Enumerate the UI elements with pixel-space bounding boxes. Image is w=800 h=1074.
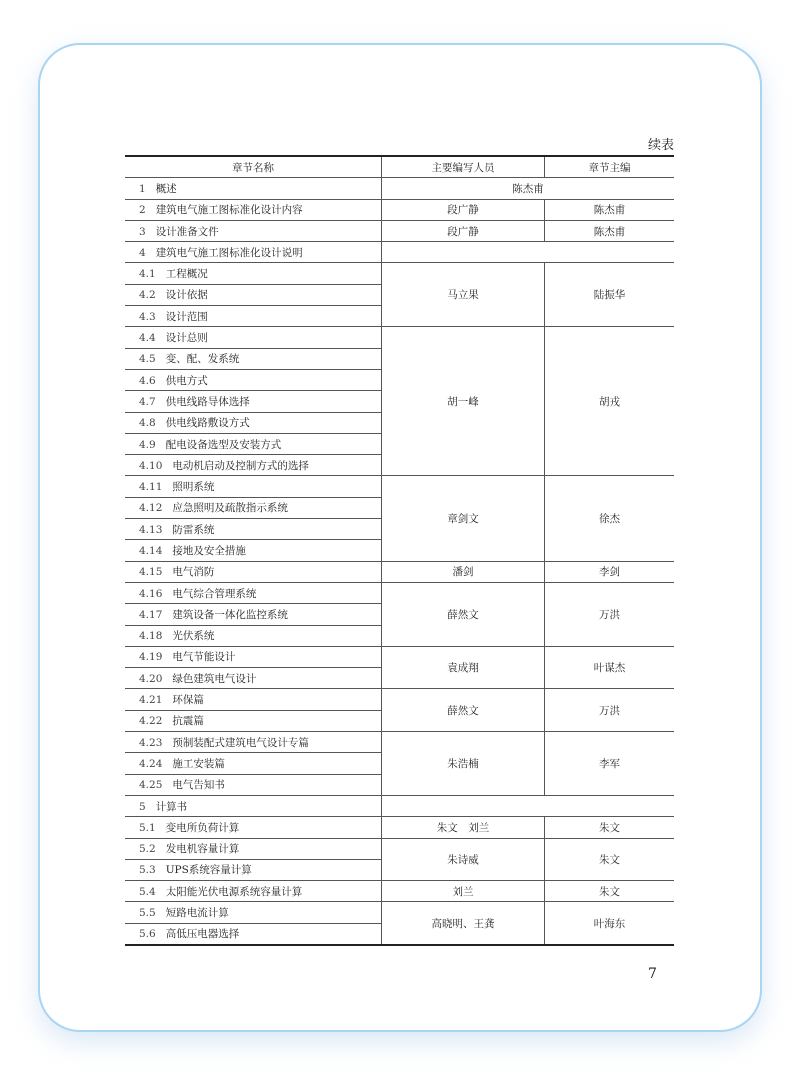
chapter-title: 施工安装篇 — [172, 757, 225, 770]
chapter-title: 变电所负荷计算 — [165, 821, 240, 834]
chapter-title: 配电设备选型及安装方式 — [165, 438, 282, 451]
chapter-title: 光伏系统 — [172, 630, 215, 643]
chapter-number: 4.20 — [139, 672, 163, 685]
main-writer-cell: 段广静 — [382, 220, 545, 241]
chapter-number: 4.23 — [139, 736, 163, 749]
chapter-number: 4.21 — [139, 694, 163, 707]
table-row — [125, 582, 674, 603]
table-row — [125, 689, 674, 710]
chapter-editor-cell: 朱文 — [545, 838, 675, 881]
chapter-title: 高低压电器选择 — [165, 928, 240, 941]
chapter-number: 4.15 — [139, 566, 163, 579]
chapter-name-cell — [125, 732, 382, 753]
chapter-title: 概述 — [155, 182, 177, 195]
chapter-number: 5.3 — [139, 864, 156, 877]
table-row — [125, 902, 674, 923]
chapter-number: 2 — [139, 204, 146, 217]
chapter-title: 电气综合管理系统 — [172, 587, 257, 600]
chapter-number: 4.9 — [139, 438, 156, 451]
chapter-number: 4 — [139, 246, 146, 259]
chapter-name-cell — [125, 710, 382, 731]
chapter-title: 建筑电气施工图标准化设计说明 — [155, 246, 303, 259]
chapter-name-cell — [125, 646, 382, 667]
chapter-title: 设计依据 — [165, 289, 208, 302]
main-writer-cell — [382, 795, 675, 816]
chapter-editor-cell: 万洪 — [545, 582, 675, 646]
chapter-number: 4.22 — [139, 715, 163, 728]
chapter-name-cell — [125, 284, 382, 305]
chapter-title: 环保篇 — [172, 694, 204, 707]
chapter-name-cell — [125, 753, 382, 774]
table-row — [125, 476, 674, 497]
table-row — [125, 199, 674, 220]
main-writer-cell: 薛然文 — [382, 582, 545, 646]
chapter-number: 4.8 — [139, 417, 156, 430]
chapter-number: 4.1 — [139, 268, 156, 281]
chapter-title: 设计准备文件 — [155, 225, 219, 238]
chapter-title: 防雷系统 — [172, 523, 215, 536]
chapter-number: 4.6 — [139, 374, 156, 387]
table-row — [125, 561, 674, 582]
chapter-number: 5.4 — [139, 885, 156, 898]
chapter-number: 4.24 — [139, 757, 163, 770]
chapter-name-cell — [125, 774, 382, 795]
chapter-number: 4.7 — [139, 395, 156, 408]
chapter-editor-cell: 陈杰甫 — [545, 220, 675, 241]
chapter-title: 太阳能光伏电源系统容量计算 — [165, 885, 303, 898]
chapter-number: 4.16 — [139, 587, 163, 600]
chapter-name-cell — [125, 540, 382, 561]
chapter-name-cell — [125, 391, 382, 412]
chapter-name-cell — [125, 455, 382, 476]
chapter-title: 供电线路导体选择 — [165, 395, 250, 408]
table-header-row — [125, 156, 674, 178]
main-writer-cell: 朱文 刘兰 — [382, 817, 545, 838]
chapter-number: 4.12 — [139, 502, 163, 515]
header-main-writers: 主要编写人员 — [382, 156, 545, 178]
chapter-title: 短路电流计算 — [165, 907, 229, 920]
main-writer-cell: 陈杰甫 — [382, 178, 675, 199]
main-writer-cell: 胡一峰 — [382, 327, 545, 476]
chapter-editor-cell: 徐杰 — [545, 476, 675, 561]
chapter-number: 5.6 — [139, 928, 156, 941]
chapter-title: 接地及安全措施 — [172, 544, 246, 557]
chapter-name-cell — [125, 306, 382, 327]
chapter-number: 5.5 — [139, 907, 156, 920]
main-writer-cell: 段广静 — [382, 199, 545, 220]
chapter-name-cell — [125, 199, 382, 220]
chapter-number: 4.14 — [139, 544, 163, 557]
chapter-name-cell — [125, 561, 382, 582]
chapter-editor-cell: 李军 — [545, 732, 675, 796]
main-writer-cell: 朱诗威 — [382, 838, 545, 881]
chapter-name-cell — [125, 263, 382, 284]
table-row — [125, 220, 674, 241]
chapter-number: 4.18 — [139, 630, 163, 643]
chapter-title: 建筑电气施工图标准化设计内容 — [155, 204, 303, 217]
chapter-title: 电动机启动及控制方式的选择 — [172, 459, 309, 472]
chapter-number: 4.4 — [139, 332, 156, 345]
chapter-number: 3 — [139, 225, 146, 238]
chapter-number: 1 — [139, 182, 146, 195]
chapter-title: 电气告知书 — [172, 779, 225, 792]
chapter-title: 应急照明及疏散指示系统 — [172, 502, 288, 515]
table-row — [125, 327, 674, 348]
chapter-title: 供电方式 — [165, 374, 208, 387]
chapter-title: 电气消防 — [172, 566, 215, 579]
chapter-editor-cell: 李剑 — [545, 561, 675, 582]
chapter-title: 绿色建筑电气设计 — [172, 672, 257, 685]
chapter-name-cell — [125, 689, 382, 710]
table-row — [125, 263, 674, 284]
main-writer-cell: 高晓明、王龚 — [382, 902, 545, 945]
chapter-number: 4.2 — [139, 289, 156, 302]
chapter-number: 4.10 — [139, 459, 163, 472]
chapter-number: 4.3 — [139, 310, 156, 323]
chapter-name-cell — [125, 348, 382, 369]
chapter-number: 4.17 — [139, 608, 163, 621]
chapter-number: 5.2 — [139, 843, 156, 856]
table-row — [125, 178, 674, 199]
chapter-name-cell — [125, 795, 382, 816]
main-writer-cell: 章剑文 — [382, 476, 545, 561]
chapter-name-cell — [125, 625, 382, 646]
table-row — [125, 838, 674, 859]
header-chapter-editor: 章节主编 — [545, 156, 675, 178]
chapter-title: 照明系统 — [172, 481, 215, 494]
chapter-editor-cell: 陈杰甫 — [545, 199, 675, 220]
main-writer-cell: 刘兰 — [382, 881, 545, 902]
continued-table-label: 续表 — [647, 138, 674, 153]
chapter-title: 变、配、发系统 — [165, 353, 240, 366]
chapter-name-cell — [125, 327, 382, 348]
table-row — [125, 795, 674, 816]
chapter-name-cell — [125, 476, 382, 497]
chapter-name-cell — [125, 178, 382, 199]
chapter-title: 电气节能设计 — [172, 651, 236, 664]
chapter-title: 预制装配式建筑电气设计专篇 — [172, 736, 309, 749]
chapter-number: 4.5 — [139, 353, 156, 366]
chapter-title: UPS系统容量计算 — [165, 864, 252, 877]
table-row — [125, 242, 674, 263]
main-writer-cell: 朱浩楠 — [382, 732, 545, 796]
chapter-name-cell — [125, 369, 382, 390]
chapter-title: 计算书 — [155, 800, 188, 813]
chapter-name-cell — [125, 242, 382, 263]
main-writer-cell: 袁成翔 — [382, 646, 545, 689]
chapter-editor-cell: 胡戎 — [545, 327, 675, 476]
chapter-number: 4.11 — [139, 481, 163, 494]
main-writer-cell: 马立果 — [382, 263, 545, 327]
main-writer-cell — [382, 242, 675, 263]
chapter-name-cell — [125, 881, 382, 902]
chapter-number: 5 — [139, 800, 146, 813]
chapter-name-cell — [125, 497, 382, 518]
chapter-name-cell — [125, 838, 382, 859]
page-number: 7 — [648, 966, 657, 982]
chapter-title: 供电线路敷设方式 — [165, 417, 250, 430]
chapter-title: 工程概况 — [165, 268, 208, 281]
chapter-name-cell — [125, 582, 382, 603]
chapter-editor-cell: 叶海东 — [545, 902, 675, 945]
header-chapter-name: 章节名称 — [125, 156, 382, 178]
chapter-number: 4.25 — [139, 779, 163, 792]
chapter-editor-cell: 朱文 — [545, 817, 675, 838]
chapter-number: 4.19 — [139, 651, 163, 664]
chapter-title: 建筑设备一体化监控系统 — [172, 608, 288, 621]
chapter-title: 设计范围 — [165, 310, 208, 323]
chapter-name-cell — [125, 817, 382, 838]
table-row — [125, 646, 674, 667]
table-row — [125, 732, 674, 753]
chapter-name-cell — [125, 859, 382, 880]
chapter-title: 设计总则 — [165, 332, 208, 345]
chapter-editor-cell: 叶谋杰 — [545, 646, 675, 689]
chapter-name-cell — [125, 902, 382, 923]
table-row — [125, 881, 674, 902]
chapter-number: 5.1 — [139, 821, 156, 834]
chapter-name-cell — [125, 923, 382, 945]
chapter-name-cell — [125, 433, 382, 454]
table-row — [125, 817, 674, 838]
chapter-authors-table — [125, 155, 674, 946]
chapter-name-cell — [125, 519, 382, 540]
chapter-name-cell — [125, 604, 382, 625]
chapter-number: 4.13 — [139, 523, 163, 536]
main-writer-cell: 薛然文 — [382, 689, 545, 732]
chapter-editor-cell: 朱文 — [545, 881, 675, 902]
chapter-name-cell — [125, 668, 382, 689]
chapter-title: 抗震篇 — [172, 715, 204, 728]
chapter-name-cell — [125, 412, 382, 433]
main-writer-cell: 潘剑 — [382, 561, 545, 582]
chapter-editor-cell: 万洪 — [545, 689, 675, 732]
chapter-name-cell — [125, 220, 382, 241]
chapter-title: 发电机容量计算 — [165, 843, 240, 856]
chapter-editor-cell: 陆振华 — [545, 263, 675, 327]
